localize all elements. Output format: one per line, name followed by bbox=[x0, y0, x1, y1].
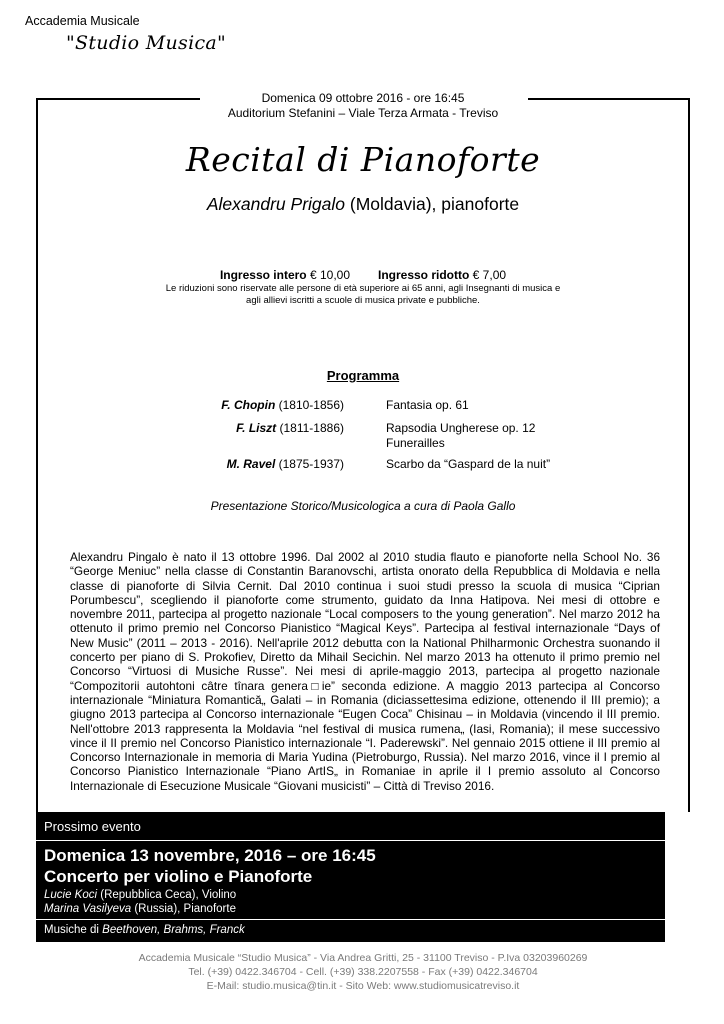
work-title: Funerailles bbox=[386, 436, 445, 450]
composer-dates: (1811-1886) bbox=[276, 421, 344, 435]
performer-details: (Repubblica Ceca), Violino bbox=[97, 889, 237, 901]
artist-biography: Alexandru Pingalo è nato il 13 ottobre 1996. Dal 2002 al 2010 studia flauto e pianoforte nella School No. 36 “George Meniuc” nella classe di Constantin Baranovschi, artista onorato della Repubblica di Moldavia e nella classe di pianoforte di Silvia Cernit. Dal 2010 continua i suoi studi presso la scuola di musica “Ciprian Porumbescu”, scegliendo il pianoforte come strumento, guidato da Inna Hatipova. Nei mesi di ottobre e novembre 2011, partecipa al progetto nazionale “Local composers to the young generation”. Nel marzo 2012 ha ottenuto il primo premio nel Concorso Pianistico “Magical Keys”. Partecipa al festival internazionale “Days of New Music” (2011 – 2013 - 2016). Nell'aprile 2012 debutta con la National Philharmonic Orchestra suonando il concerto per piano di S. Prokofiev, Diretto da Mihail Secichin. Nel marzo 2013 ha ottenuto il primo premio nel Concorso “Virtuosi di Musiche Russe”. Nei mesi di aprile-maggio 2013, partecipa al progetto nazionale “Compozitorii autohtoni câtre tînara genera□ie” seconda edizione. A maggio 2013 partecipa al Concorso internazionale “Miniatura Romantică„ Galati – in Romania (diciassettesima edizione, ottenendo il III premio); a giugno 2013 partecipa al Concorso internazionale “Eugen Coca” Chisinau – in Moldavia (vincendo il III premio. Nell'ottobre 2013 rappresenta la Moldavia “nel festival di musica rumena„ (Iasi, Romania); il mese successivo vince il II premio nel Concorso Pianistico internazionale “I. Paderewski”. Nel gennaio 2015 ottiene il III premio al Concorso Internazionale in memoria di Maria Yudina (Pietroburgo, Russia). Nel marzo 2016, vince il I premio al Concorso Pianistico Internazionale “Piano ArtIS„ in Romaniae in aprile il I premio assoluto al Concorso Internazionale di Esecuzione Musicale “Giovani musicisti” – Città di Treviso 2016. bbox=[70, 550, 660, 793]
performer-country: (Moldavia), pianoforte bbox=[345, 194, 520, 214]
next-event-date-time: Domenica 13 novembre, 2016 – ore 16:45 bbox=[44, 846, 376, 865]
performer-name: Alexandru Prigalo bbox=[206, 194, 345, 214]
presentation-credit: Presentazione Storico/Musicologica a cura di Paola Gallo bbox=[210, 499, 516, 513]
composer-dates: (1810-1856) bbox=[275, 398, 344, 412]
music-composers: Beethoven, Brahms, Franck bbox=[102, 924, 245, 936]
reduction-note bbox=[36, 283, 690, 307]
music-prefix: Musiche di bbox=[44, 924, 103, 936]
footer-contacts: E-Mail: studio.musica@tin.it - Sito Web: www.studiomusicatreviso.it bbox=[206, 980, 520, 992]
next-event-performer bbox=[44, 889, 236, 901]
ticket-prices bbox=[36, 268, 690, 282]
next-event-performer bbox=[44, 903, 236, 915]
full-price-label: Ingresso intero bbox=[219, 268, 307, 282]
performer-name: Marina Vasilyeva bbox=[44, 903, 132, 915]
footer-address: Accademia Musicale “Studio Musica” - Via Andrea Gritti, 25 - 31100 Treviso - P.Iva 03203960269 bbox=[138, 952, 588, 964]
performer-name: Lucie Koci bbox=[44, 889, 98, 901]
performer-details: (Russia), Pianoforte bbox=[131, 903, 236, 915]
event-title: Recital di Pianoforte bbox=[185, 140, 541, 179]
next-event-divider bbox=[36, 919, 665, 920]
reduced-price-value: € 7,00 bbox=[469, 268, 507, 282]
composer-dates: (1875-1937) bbox=[275, 457, 344, 471]
work-title: Fantasia op. 61 bbox=[386, 398, 469, 412]
footer-phone: Tel. (+39) 0422.346704 - Cell. (+39) 338.2207558 - Fax (+39) 0422.346704 bbox=[188, 966, 538, 978]
next-event-music bbox=[44, 924, 245, 936]
full-price-value: € 10,00 bbox=[306, 268, 350, 282]
reduction-note-line: Le riduzioni sono riservate alle persone di età superiore ai 65 anni, agli Insegnanti di musica e bbox=[165, 283, 561, 294]
programme-heading: Programma bbox=[326, 368, 400, 383]
work-title: Rapsodia Ungherese op. 12 bbox=[386, 421, 536, 435]
composer-name: F. Liszt bbox=[236, 421, 277, 435]
event-date-time: Domenica 09 ottobre 2016 - ore 16:45 bbox=[261, 91, 465, 105]
next-event-label: Prossimo evento bbox=[44, 819, 141, 834]
composer-name: M. Ravel bbox=[226, 457, 276, 471]
organization-subtitle: "Studio Musica" bbox=[66, 32, 227, 54]
event-venue: Auditorium Stefanini – Viale Terza Armata - Treviso bbox=[227, 106, 499, 120]
organization-name: Accademia Musicale bbox=[25, 14, 140, 28]
composer-name: F. Chopin bbox=[221, 398, 276, 412]
work-title: Scarbo da “Gaspard de la nuit” bbox=[386, 457, 551, 471]
next-event-title: Concerto per violino e Pianoforte bbox=[44, 867, 313, 886]
reduced-price-label: Ingresso ridotto bbox=[378, 268, 470, 282]
next-event-box bbox=[36, 812, 665, 942]
next-event-divider bbox=[36, 840, 665, 841]
performer-line bbox=[36, 194, 690, 215]
reduction-note-line: agli allievi iscritti a scuole di musica private e pubbliche. bbox=[246, 295, 480, 306]
